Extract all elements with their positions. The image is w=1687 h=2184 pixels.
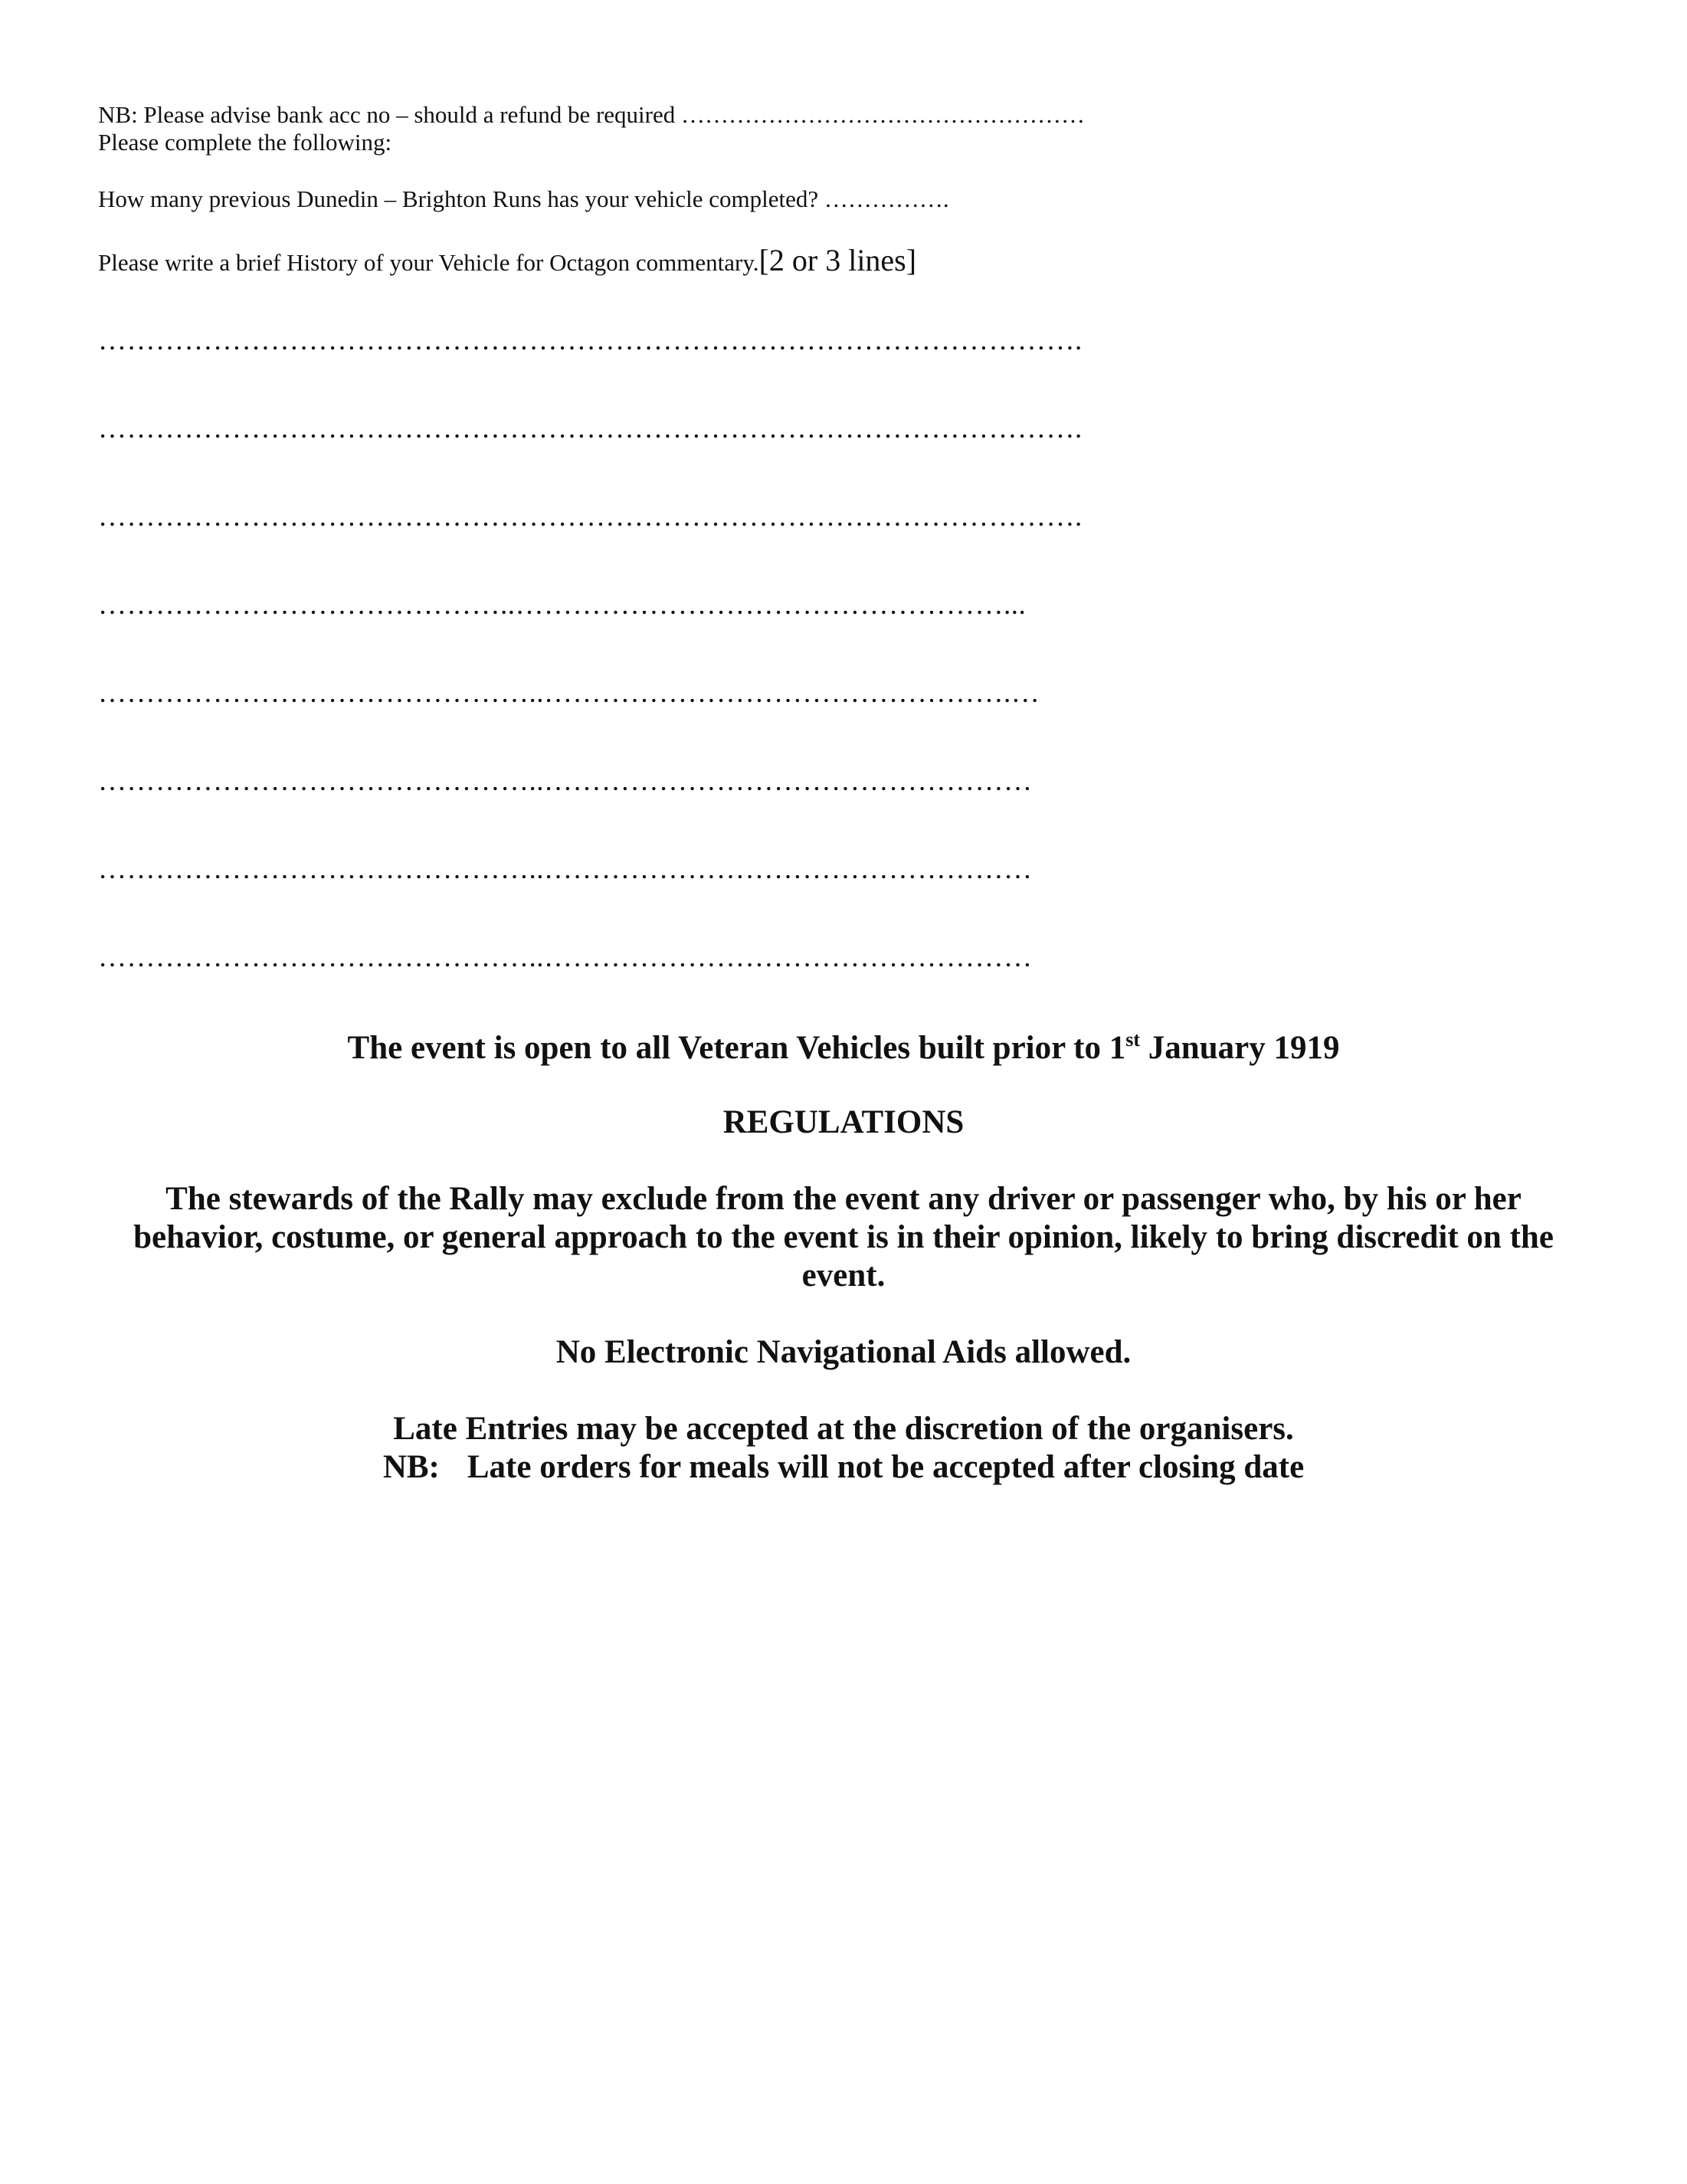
regulations-heading: REGULATIONS [722, 1104, 965, 1140]
history-prompt [98, 242, 916, 278]
previous-runs-prompt: How many previous Dunedin – Brighton Runs has your vehicle completed? ……………. [98, 185, 949, 212]
history-answer-line-6[interactable]: ………………………………………..…………………………………………… [98, 766, 1033, 797]
history-answer-line-8[interactable]: ………………………………………..…………………………………………… [98, 942, 1033, 973]
history-answer-line-1[interactable]: …………………………………………………………………………………………. [98, 325, 1083, 356]
bank-account-prompt: NB: Please advise bank acc no – should a refund be required …………………………………………… [98, 101, 1085, 128]
stewards-line-3: event. [801, 1258, 886, 1294]
stewards-line-2: behavior, costume, or general approach to the event is in their opinion, likely to bring discredit on the [133, 1219, 1554, 1255]
stewards-line-1: The stewards of the Rally may exclude from the event any driver or passenger who, by his or her [165, 1181, 1522, 1217]
eligibility-ordinal: st [1125, 1028, 1141, 1051]
eligibility-date: January 1919 [1140, 1030, 1340, 1066]
history-answer-line-2[interactable]: …………………………………………………………………………………………. [98, 413, 1083, 444]
history-answer-line-4[interactable]: ……………………………………..……………………………………………... [98, 589, 1027, 621]
meals-nb-label: NB: [382, 1449, 440, 1485]
eligibility-notice [0, 1029, 1687, 1067]
eligibility-text: The event is open to all Veteran Vehicles built prior to 1 [347, 1030, 1126, 1066]
history-answer-line-3[interactable]: …………………………………………………………………………………………. [98, 501, 1083, 533]
late-entries-notice: Late Entries may be accepted at the discretion of the organisers. [393, 1411, 1294, 1447]
meals-notice-text: Late orders for meals will not be accepted after closing date [467, 1449, 1305, 1485]
complete-following-label: Please complete the following: [98, 129, 392, 156]
meals-notice [0, 1448, 1687, 1487]
history-prompt-text: Please write a brief History of your Vehicle for Octagon commentary. [98, 249, 759, 276]
history-answer-line-5[interactable]: ………………………………………..………………………………………….… [98, 677, 1040, 709]
history-hint: [2 or 3 lines] [758, 243, 917, 277]
history-answer-line-7[interactable]: ………………………………………..…………………………………………… [98, 854, 1033, 885]
navigation-aids-notice: No Electronic Navigational Aids allowed. [555, 1334, 1132, 1370]
